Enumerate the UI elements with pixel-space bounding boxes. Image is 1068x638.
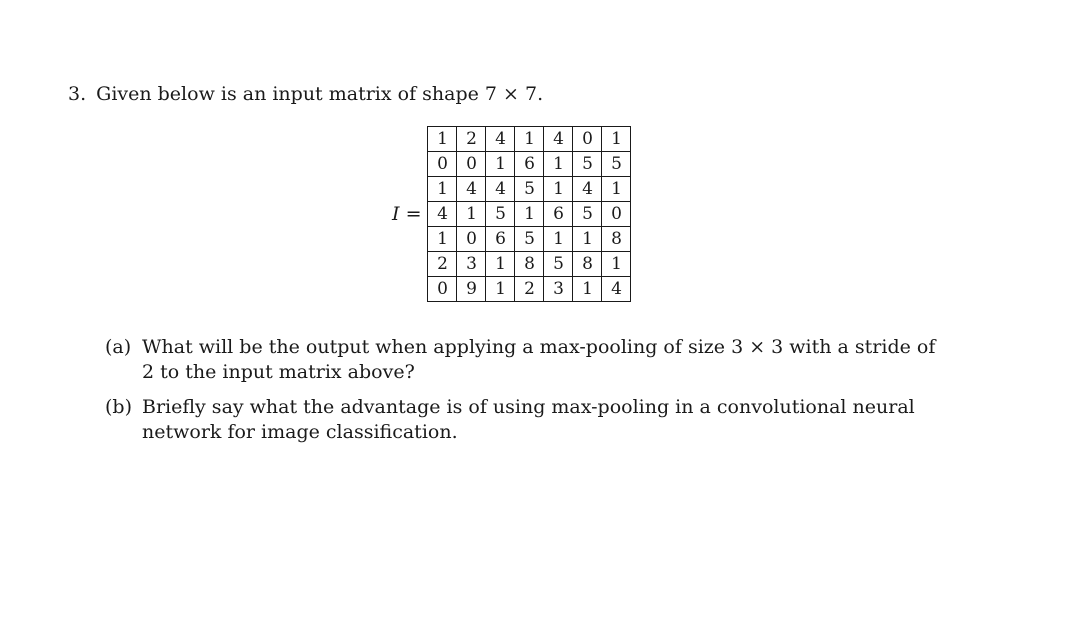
matrix-cell: 6 xyxy=(486,227,515,252)
matrix-cell: 1 xyxy=(602,127,631,152)
matrix-equals: = xyxy=(405,203,422,225)
matrix-cell: 1 xyxy=(457,202,486,227)
matrix-cell: 0 xyxy=(602,202,631,227)
part-a-text: What will be the output when applying a max-pooling of size 3 × 3 with a stride of 2 to the input matrix above? xyxy=(142,336,936,383)
matrix-cell: 1 xyxy=(544,227,573,252)
matrix-cell: 5 xyxy=(573,202,602,227)
matrix-cell: 0 xyxy=(457,152,486,177)
matrix-cell: 5 xyxy=(486,202,515,227)
matrix-body xyxy=(428,127,631,302)
matrix-cell: 0 xyxy=(457,227,486,252)
matrix-cell: 9 xyxy=(457,277,486,302)
matrix-cell: 5 xyxy=(544,252,573,277)
matrix-cell: 5 xyxy=(602,152,631,177)
matrix-cell: 2 xyxy=(428,252,457,277)
matrix-cell: 1 xyxy=(602,177,631,202)
matrix-cell: 1 xyxy=(428,227,457,252)
question-line xyxy=(68,82,543,106)
matrix-cell: 1 xyxy=(486,277,515,302)
matrix-cell: 0 xyxy=(428,152,457,177)
matrix-cell: 4 xyxy=(486,127,515,152)
question-number: 3. xyxy=(68,83,87,105)
matrix-cell: 0 xyxy=(573,127,602,152)
matrix-block xyxy=(392,126,631,302)
part-b xyxy=(105,395,942,445)
matrix-cell: 1 xyxy=(544,177,573,202)
matrix-cell: 5 xyxy=(573,152,602,177)
matrix-cell: 4 xyxy=(602,277,631,302)
matrix-cell: 0 xyxy=(428,277,457,302)
matrix-cell: 4 xyxy=(428,202,457,227)
matrix-cell: 6 xyxy=(544,202,573,227)
matrix-cell: 8 xyxy=(515,252,544,277)
matrix-row xyxy=(428,177,631,202)
matrix-row xyxy=(428,227,631,252)
part-b-label: (b) xyxy=(105,396,132,418)
question-text: Given below is an input matrix of shape 7 × 7. xyxy=(96,83,544,105)
matrix-cell: 1 xyxy=(486,152,515,177)
matrix-cell: 4 xyxy=(544,127,573,152)
matrix-row xyxy=(428,277,631,302)
matrix-cell: 1 xyxy=(573,227,602,252)
matrix-row xyxy=(428,202,631,227)
part-a-label: (a) xyxy=(105,336,132,358)
matrix-cell: 8 xyxy=(573,252,602,277)
matrix-cell: 6 xyxy=(515,152,544,177)
matrix-cell: 1 xyxy=(515,127,544,152)
matrix-cell: 1 xyxy=(515,202,544,227)
matrix-cell: 1 xyxy=(573,277,602,302)
matrix-cell: 8 xyxy=(602,227,631,252)
matrix-cell: 1 xyxy=(602,252,631,277)
matrix-label xyxy=(392,203,421,225)
matrix-cell: 5 xyxy=(515,177,544,202)
matrix-cell: 1 xyxy=(486,252,515,277)
matrix-cell: 4 xyxy=(457,177,486,202)
matrix-cell: 1 xyxy=(428,177,457,202)
part-a xyxy=(105,335,942,385)
matrix-cell: 4 xyxy=(573,177,602,202)
matrix-cell: 3 xyxy=(544,277,573,302)
matrix-row xyxy=(428,127,631,152)
matrix-cell: 2 xyxy=(515,277,544,302)
matrix-cell: 1 xyxy=(428,127,457,152)
matrix-cell: 2 xyxy=(457,127,486,152)
matrix-row xyxy=(428,152,631,177)
matrix-cell: 5 xyxy=(515,227,544,252)
matrix-cell: 3 xyxy=(457,252,486,277)
part-b-text: Briefly say what the advantage is of using max-pooling in a convolutional neural network for image classification. xyxy=(142,396,915,443)
matrix-row xyxy=(428,252,631,277)
input-matrix xyxy=(427,126,631,302)
matrix-variable: I xyxy=(392,203,400,225)
matrix-cell: 4 xyxy=(486,177,515,202)
matrix-cell: 1 xyxy=(544,152,573,177)
